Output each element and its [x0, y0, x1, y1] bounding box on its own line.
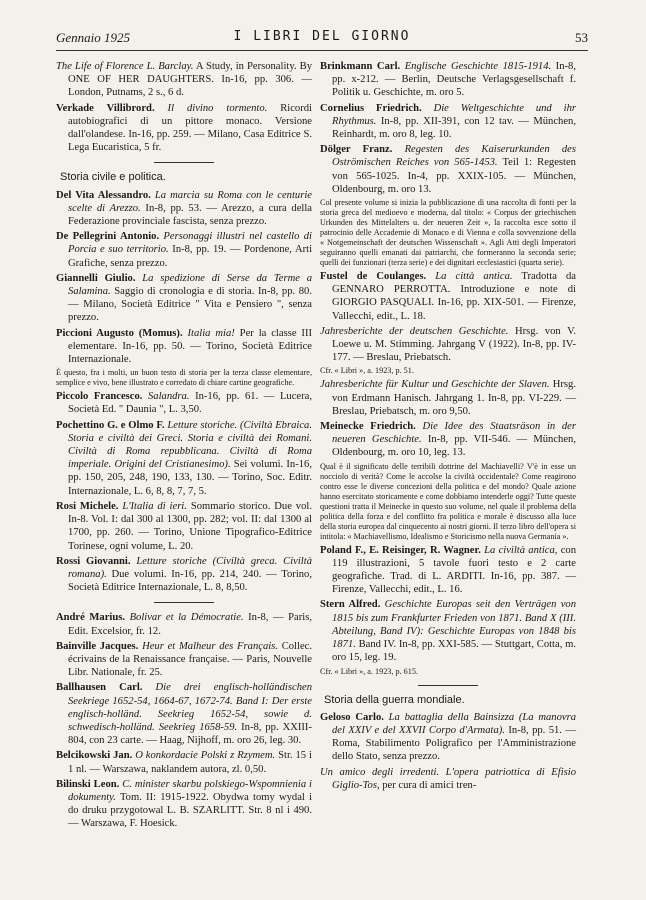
entry-details: In-8, pp. XII-391, con 12 tav. — München, Reinhardt, m. oro 8, leg. 10. [332, 115, 576, 141]
bibliography-entry [320, 598, 576, 664]
left-entries [56, 189, 312, 595]
entry-details: Band IV. In-8, pp. XXI-585. — Stuttgart, Cotta, m. oro 15, leg. 19. [332, 639, 576, 664]
entry-author: Pochettino G. e Olmo F. [56, 419, 165, 431]
entry-details: Sommario storico. Due vol. In-8. Vol. I: dal 300 al 1300, pp. 282; vol. II: dal 1300 al 1700, pp. 260. — Torino, Unione Tipografico-Editrice Torinese, ogni volume, L. 20. [68, 500, 312, 552]
entry-details: Hrsg. von Erdmann Hanisch. Jahrgang 1. In-8, pp. VI-229. — Breslau, Priebatsch, m. oro 9,50. [332, 379, 576, 417]
entry-title: Letture storiche (Civiltà greca. Civiltà romana). [68, 555, 312, 580]
entry-title: Letture storiche. (Civiltà Ebraica. Storia e civiltà dei Greci. Storia e civiltà dei Romani. Civiltà di Roma repubblicana. Civiltà di Roma imperiale. Origini del Cristianesimo). [68, 419, 312, 471]
entry-details: In-8, pp. VII-546. — München, Oldenbourg, m. oro 10, leg. 13. [332, 434, 576, 459]
entry-author: Dölger Franz. [320, 144, 393, 156]
bibliography-entry [56, 390, 312, 416]
bibliography-entry [320, 325, 576, 365]
entry-title: La battaglia della Bainsizza (La manovra del XXIV e del XXVII Corpo d'Armata). [332, 711, 576, 736]
divider [154, 162, 214, 163]
entry-author: Ballhausen Carl. [56, 682, 143, 694]
left-entries-foreign [56, 611, 312, 830]
section-title-guerra-mondiale: Storia della guerra mondiale. [324, 693, 465, 706]
bibliography-entry [56, 419, 312, 498]
entry-details: Sei volumi. In-16, pp. 150, 205, 248, 190, 133, 130. — Torino, Soc. Editr. Internazionale, L. 6, 8, 8, 7, 7, 5. [68, 459, 312, 497]
bibliography-entry [56, 189, 312, 229]
entry-author: Fustel de Coulanges. [320, 271, 427, 283]
entry-details: In-8, pp. XXIII-804, con 23 carte. — Haag, Nijhoff, m. oro 26, leg. 30. [68, 721, 312, 747]
bibliography-entry [56, 230, 312, 270]
entry-author: Bainville Jacques. [56, 640, 139, 652]
entry-author: Rossi Giovanni. [56, 555, 131, 567]
bibliography-entry [56, 640, 312, 680]
entry-details: In-8, pp. 51. — Roma, Stabilimento Poligrafico per l'Amministrazione dello Stato, senza prezzo. [332, 724, 576, 763]
divider [154, 602, 214, 603]
entry-author: Del Vita Alessandro. [56, 189, 151, 201]
entry-title: La spedizione di Serse da Terme a Salamina. [68, 272, 312, 298]
page-number: 53 [575, 30, 588, 45]
entry-title: Un amico degli irredenti. L'opera patriottica di Efisio Giglio-Tos, [320, 766, 576, 791]
entry-author: Stern Alfred. [320, 599, 381, 611]
entry-title: Heur et Malheur des Français. [138, 640, 278, 652]
entry-details: In-8, pp. 19. — Pordenone, Arti Grafiche, senza prezzo. [68, 244, 313, 269]
right-war-entries [320, 711, 576, 792]
entry-title: La civiltà antica, [480, 544, 558, 556]
bibliography-entry [320, 766, 576, 792]
bibliography-entry [320, 420, 576, 460]
bibliography-entry [320, 60, 576, 100]
entry-author: Cornelius Friedrich. [320, 102, 422, 114]
entry-note: È questo, fra i molti, un buon testo di storia per la terza classe elementare, semplice e vivo, bene illustrato e corredato di chiare cartine geografiche. [56, 368, 312, 388]
entry-title: Italia mia! [182, 327, 235, 339]
bibliography-entry [56, 749, 312, 775]
journal-title: I LIBRI DEL GIORNO [233, 29, 411, 44]
entry-details: Hrsg. von V. Loewe u. M. Stimming. Jahrgang V (1922). In-8, pp. IV-177. — Breslau, Priebatsch. [332, 325, 576, 364]
entry-author: Verkade Villibrord. [56, 102, 155, 114]
entry-details: per cura di amici tren- [379, 779, 477, 791]
entry-title: Personaggi illustri nel castello di Porcia e suo territorio. [68, 231, 312, 256]
bibliography-entry [320, 378, 576, 418]
entry-author: Brinkmann Carl. [320, 61, 401, 72]
entry-author: Bilinski Leon. [56, 778, 120, 790]
entry-author: De Pellegrini Antonio. [56, 231, 160, 243]
bibliography-entry [320, 544, 576, 597]
entry-title: Il divino tormento. [154, 102, 268, 114]
bibliography-entry [56, 60, 312, 100]
entry-title: Die drei englisch-holländischen Seekriege 1652-54, 1664-67, 1672-74. Band I: Der erste englisch-holländ. Seekrieg 1652-54, sowie d. schwedisch-holländ. Seekrieg 1658-59. [68, 682, 312, 733]
bibliography-entry [56, 555, 312, 595]
entry-details: Collec. écrivains de la Renaissance française. — Paris, Nouvelle Libr. Nationale, fr. 25. [68, 640, 312, 679]
entry-details: Per la classe III elementare. In-16, pp. 50. — Torino, Società Editrice Internazionale. [68, 327, 312, 366]
entry-note: Cfr. « Libri », a. 1923, p. 615. [320, 666, 419, 676]
entry-note: Qual è il significato delle terribili dottrine del Machiavelli? V'è in esse un nocciolo di verità? Come le accolse la civiltà occidentale? Come reagirono contro esse le diverse concezioni della politica e del mondo? Quale azione hanno esercitato storicamente e come dobbiamo intenderle oggi? Tutte queste questioni tratta il Meinecke in questo suo volume, nel quale il problema della politica della forza e del conflitto fra politica e morale è discusso alla luce della storia europea dal cinquecento ai nostri giorni. Il terzo libro dell'opera si intitola: « Machiavellismo, Idealismo e Storicismo nella nuova Germania ». [320, 461, 576, 541]
entry-author: Giannelli Giulio. [56, 272, 136, 284]
entry-details: Str. 15 i 1 nl. — Warszawa, naklandem autora, zl. 0,50. [68, 750, 312, 775]
entry-details: Teil 1: Regesten von 565-1025. In-4, pp. XXIX-105. — München, Oldenbourg, m. oro 13. [332, 157, 576, 195]
entry-title: L'Italia di ieri. [118, 500, 187, 512]
bibliography-entry [320, 270, 576, 323]
entry-title: Jahresberichte für Kultur und Geschichte der Slaven. [320, 379, 550, 391]
entry-author: Belcikowski Jan. [56, 750, 133, 762]
entry-title: The Life of Florence L. Barclay. [56, 61, 194, 72]
section-title-storia-civile: Storia civile e politica. [60, 171, 166, 184]
bibliography-entry [320, 711, 576, 764]
entry-author: Piccolo Francesco. [56, 391, 143, 403]
right-entries [320, 60, 576, 677]
entry-title: Geschichte Europas seit den Verträgen von 1815 bis zum Frankfurter Frieden von 1871. Band X (III. Abteilung, Band IV): Geschichte Europas von 1848 bis 1871. [332, 599, 577, 651]
issue-date: Gennaio 1925 [56, 30, 131, 45]
entry-author: Geloso Carlo. [320, 711, 384, 723]
entry-author: Piccioni Augusto (Momus). [56, 327, 183, 339]
entry-author: Rosi Michele. [56, 500, 119, 512]
bibliography-entry [56, 778, 312, 831]
entry-details: A Study, in Personality. By ONE OF HER DAUGHTERS. In-16, pp. 306. — London, Putnams, 2 s., 6 d. [68, 61, 312, 99]
entry-details: Tom. II: 1915-1922. Obydwa tomy wydal i do druku przygotowal L. B. SZARLITT. Str. 8 nl i 490. — Warszawa, F. Hoesick. [68, 791, 312, 830]
entry-note: Col presente volume si inizia la pubblicazione di una raccolta di fonti per la storia greca del medioevo e moderna, dal titolo: « Corpus der griechischen Urkunden des Mittelalters u. der neueren Zeit », la raccolta esce sotto il patrocinio delle Accademie di Monaco e di Vienna e colla sovvenzione della « Notgemeinschaft der deutschen Wissenschaft ». Agli Atti degli Imperatori seguiranno quelli emanati dai patriarchi, che formeranno la seconda serie; quelli dei funzionari (terza serie) e dei dignitari ecclesiastici (quarta serie). [320, 198, 576, 268]
entry-details: In-8, pp. x-212. — Berlin, Deutsche Verlagsgesellschaft f. Politik u. Geschichte, m. oro 5. [332, 61, 576, 99]
entry-details: Due volumi. In-16, pp. 214, 240. — Torino, Società Editrice Internazionale, L. 8, 8,50. [68, 568, 312, 594]
bibliography-entry [56, 500, 312, 553]
bibliography-entry [56, 272, 312, 325]
entry-details: In-16, pp. 61. — Lucera, Società Ed. " Daunia ", L. 3,50. [68, 391, 313, 416]
entry-details: Ricordi autobiografici di un pittore monaco. Versione dall'olandese. In-16, pp. 259. — Milano, Casa Editrice S. Lega Eucaristica, 5 fr. [68, 102, 312, 154]
entry-details: In-8, — Paris, Edit. Excelsior, fr. 12. [68, 612, 312, 637]
entry-note: Cfr. « Libri », a. 1923, p. 51. [320, 366, 414, 376]
entry-details: Tradotta da GENNARO PERROTTA. Introduzione e note di GIORGIO PASQUALI. In-16, pp. XIX-501. — Firenze, Vallecchi, edit., L. 18. [332, 271, 576, 322]
entry-title: O konkordacie Polski z Rzymem. [132, 750, 276, 762]
entry-title: Salandra. [142, 391, 190, 403]
entry-title: La città antica. [426, 271, 513, 283]
bibliography-entry [56, 611, 312, 637]
bibliography-entry [56, 327, 312, 367]
entry-author: Meinecke Friedrich. [320, 421, 416, 433]
bibliography-entry [56, 102, 312, 155]
left-top-entries [56, 60, 312, 154]
left-column [56, 60, 312, 833]
entry-author: André Marius. [56, 612, 126, 624]
right-column [320, 60, 576, 794]
bibliography-entry [320, 102, 576, 142]
entry-details: con 119 illustrazioni, 5 tavole fuori testo e 2 carte geografiche. Trad. di L. ARDITI. In-16, pp. 387. — Firenze, Vallecchi, edit., L. 16. [332, 544, 576, 596]
entry-title: Die Idee des Staatsräson in der neueren Geschichte. [332, 421, 577, 446]
entry-title: Bolivar et la Démocratie. [125, 612, 244, 624]
entry-title: C. minister skarbu polskiego-Wspomnienia i dokumenty. [68, 778, 313, 803]
entry-title: La marcia su Roma con le centurie scelte di Arezzo. [68, 189, 312, 214]
bibliography-entry [56, 681, 312, 747]
entry-details: In-8, pp. 53. — Arezzo, a cura della Federazione provinciale fascista, senza prezzo. [68, 202, 312, 228]
entry-title: Regesten des Kaiserurkunden des Oströmischen Reiches von 565-1453. [332, 144, 576, 169]
entry-details: Saggio di cronologia e di storia. In-8, pp. 80. — Milano, Società Editrice " Vita e Pensiero ", senza prezzo. [68, 286, 312, 324]
divider [418, 685, 478, 686]
entry-title: Die Weltgeschichte und ihr Rhythmus. [332, 102, 576, 127]
entry-title: Englische Geschichte 1815-1914. [400, 61, 552, 72]
page-header [56, 26, 588, 51]
entry-title: Jahresberichte der deutschen Geschichte. [320, 325, 509, 337]
entry-author: Poland F., E. Reisinger, R. Wagner. [320, 544, 481, 556]
bibliography-entry [320, 143, 576, 196]
